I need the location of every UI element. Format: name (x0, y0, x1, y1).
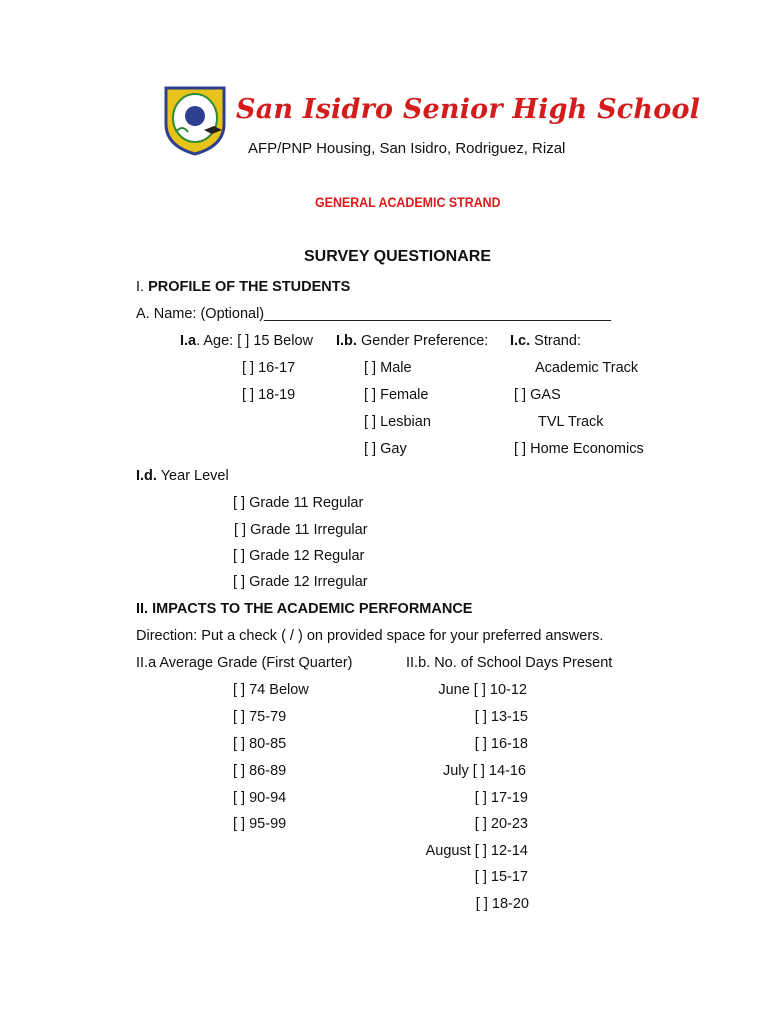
days-option: [ ] 20-23 (474, 816, 528, 832)
grade-option: [ ] 74 Below (233, 682, 309, 698)
age-question (180, 332, 313, 350)
age-option: [ ] 16-17 (242, 360, 296, 376)
days-option: [ ] 16-18 (474, 736, 528, 752)
days-option: August [ ] 12-14 (425, 843, 528, 859)
gender-option: [ ] Gay (364, 441, 407, 457)
days-option: [ ] 18-20 (475, 896, 529, 912)
year-level-option: [ ] Grade 12 Regular (233, 548, 365, 564)
strand-option: [ ] GAS (514, 387, 561, 403)
gender-question (336, 332, 488, 350)
age-option: [ ] 18-19 (242, 387, 296, 403)
year-level-question (136, 467, 229, 485)
strand-title: GENERAL ACADEMIC STRAND (315, 195, 501, 210)
school-logo (162, 84, 228, 156)
age-label: . Age: [ ] 15 Below (196, 333, 314, 349)
strand-prefix: I.c. (510, 333, 531, 349)
logo-emblem (185, 106, 205, 126)
strand-label: Strand: (530, 333, 581, 349)
days-option: [ ] 15-17 (474, 869, 528, 885)
direction-text: Direction: Put a check ( / ) on provided space for your preferred answers. (136, 628, 604, 644)
grade-option: [ ] 80-85 (233, 736, 287, 752)
gender-option: [ ] Female (364, 387, 429, 403)
section1-heading (136, 278, 350, 296)
grade-question: II.a Average Grade (First Quarter) (136, 655, 353, 671)
year-level-label: Year Level (156, 468, 229, 484)
school-name: San Isidro Senior High School (236, 94, 701, 125)
days-option: [ ] 13-15 (474, 709, 528, 725)
year-level-option: [ ] Grade 11 Regular (233, 495, 364, 511)
grade-option: [ ] 95-99 (233, 816, 287, 832)
name-field-label: A. Name: (Optional)___________________________________________ (136, 306, 611, 322)
gender-label: Gender Preference: (356, 333, 489, 349)
strand-question (510, 332, 581, 350)
survey-title: SURVEY QUESTIONARE (304, 248, 492, 265)
section1-title: PROFILE OF THE STUDENTS (148, 279, 351, 295)
age-prefix: I.a (180, 333, 197, 349)
section1-numeral: I. (136, 279, 145, 295)
days-option: June [ ] 10-12 (438, 682, 527, 698)
year-level-option: [ ] Grade 12 Irregular (233, 574, 368, 590)
strand-option: [ ] Home Economics (514, 441, 644, 457)
year-level-prefix: I.d. (136, 468, 157, 484)
grade-option: [ ] 90-94 (233, 790, 287, 806)
gender-prefix: I.b. (336, 333, 357, 349)
grade-option: [ ] 86-89 (233, 763, 287, 779)
days-question: II.b. No. of School Days Present (406, 655, 613, 671)
grade-option: [ ] 75-79 (233, 709, 287, 725)
days-option: July [ ] 14-16 (442, 763, 526, 779)
days-option: [ ] 17-19 (474, 790, 528, 806)
strand-track-heading: TVL Track (538, 414, 604, 430)
gender-option: [ ] Lesbian (364, 414, 431, 430)
school-address: AFP/PNP Housing, San Isidro, Rodriguez, Rizal (248, 140, 566, 157)
strand-track-heading: Academic Track (535, 360, 639, 376)
year-level-option: [ ] Grade 11 Irregular (234, 522, 368, 538)
gender-option: [ ] Male (364, 360, 412, 376)
section2-title: II. IMPACTS TO THE ACADEMIC PERFORMANCE (136, 601, 473, 617)
